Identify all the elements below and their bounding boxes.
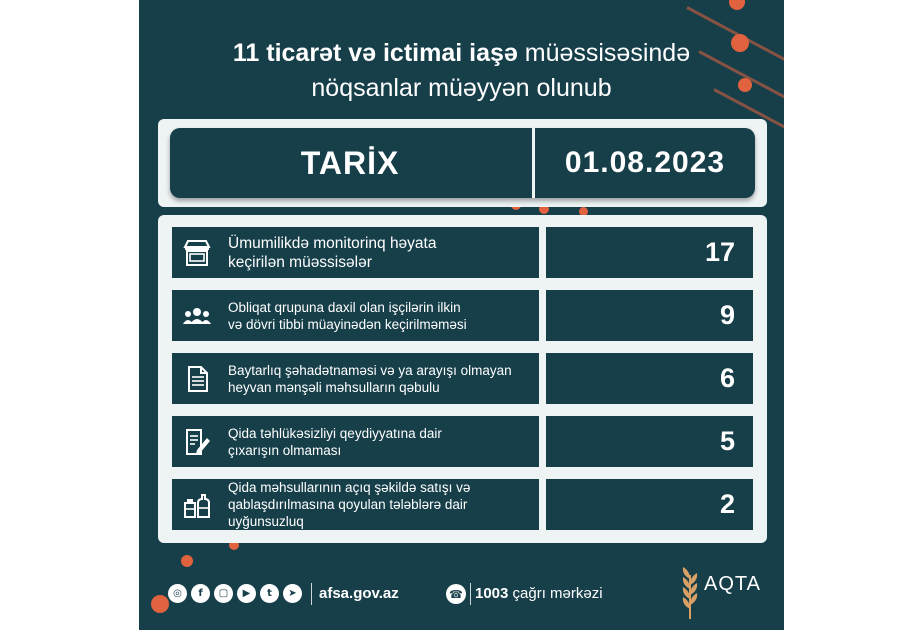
stat-label-box	[172, 227, 539, 278]
page-title	[139, 36, 784, 106]
stat-value: 9	[546, 290, 753, 341]
stat-row	[172, 290, 753, 341]
stat-text-line: heyvan mənşəli məhsulların qəbulu	[228, 379, 440, 395]
wheat-logo-icon	[679, 565, 701, 621]
facebook-icon[interactable]: f	[191, 584, 210, 603]
stat-row	[172, 479, 753, 530]
stat-text-line: və dövri tibbi müayinədən keçirilməməsi	[228, 316, 467, 332]
decorative-dot	[729, 0, 745, 10]
title-regular-part: müəssisəsində	[524, 39, 691, 67]
footer	[139, 570, 784, 620]
globe-icon[interactable]: ◎	[168, 584, 187, 603]
stat-text-line: Ümumilikdə monitorinq həyata	[228, 234, 437, 252]
stat-text-line: Obliqat qrupuna daxil olan işçilərin ilkin	[228, 299, 461, 315]
telegram-icon[interactable]: ➤	[283, 584, 302, 603]
stats-panel	[158, 215, 767, 543]
website-link[interactable]: afsa.gov.az	[319, 585, 399, 602]
stat-label-box	[172, 290, 539, 341]
stat-text-line: keçirilən müəssisələr	[228, 253, 372, 271]
stat-value: 6	[546, 353, 753, 404]
footer-separator	[311, 583, 312, 605]
document-edit-icon	[181, 426, 213, 458]
stat-label-box	[172, 353, 539, 404]
stat-text-line: Baytarlıq şəhadətnaməsi və ya arayışı olmayan	[228, 362, 512, 378]
stat-text	[228, 290, 531, 341]
stat-value: 17	[546, 227, 753, 278]
stat-row	[172, 353, 753, 404]
stat-value: 2	[546, 479, 753, 530]
stat-text	[228, 479, 531, 530]
call-number: 1003	[475, 585, 509, 602]
date-panel	[158, 119, 767, 207]
date-value: 01.08.2023	[564, 146, 726, 179]
stat-text-line: Qida məhsullarının açıq şəkildə satışı və	[228, 480, 471, 495]
stat-text	[228, 416, 531, 467]
stat-text-line: Qida təhlükəsizliyi qeydiyyatına dair	[228, 425, 442, 441]
people-group-icon	[181, 300, 213, 332]
stat-text-line: çıxarışın olmaması	[228, 442, 342, 458]
title-bold-part: 11 ticarət və ictimai iaşə	[232, 39, 518, 67]
call-center	[475, 583, 603, 605]
infographic-poster	[139, 0, 784, 630]
instagram-icon[interactable]: ▢	[214, 584, 233, 603]
store-icon	[181, 237, 213, 269]
phone-icon: ☎	[446, 584, 466, 604]
stat-label-box	[172, 416, 539, 467]
document-icon	[181, 363, 213, 395]
date-bar	[170, 128, 755, 198]
stat-value: 5	[546, 416, 753, 467]
logo-text: AQTA	[704, 573, 761, 595]
stat-row	[172, 416, 753, 467]
decorative-dot	[181, 555, 193, 567]
stat-text	[228, 227, 531, 278]
title-line-1	[139, 36, 784, 71]
date-label: TARİX	[300, 145, 400, 181]
social-links	[168, 584, 302, 603]
stat-row	[172, 227, 753, 278]
stat-text	[228, 353, 531, 404]
stat-text-line: qablaşdırılmasına qoyulan tələblərə dair uyğunsuzluq	[228, 497, 468, 529]
title-line-2: nöqsanlar müəyyən olunub	[311, 74, 612, 102]
food-products-icon	[181, 489, 213, 521]
call-center-text: çağrı mərkəzi	[512, 585, 603, 602]
footer-separator	[470, 583, 471, 605]
twitter-icon[interactable]: t	[260, 584, 279, 603]
stat-label-box	[172, 479, 539, 530]
youtube-icon[interactable]: ▶	[237, 584, 256, 603]
